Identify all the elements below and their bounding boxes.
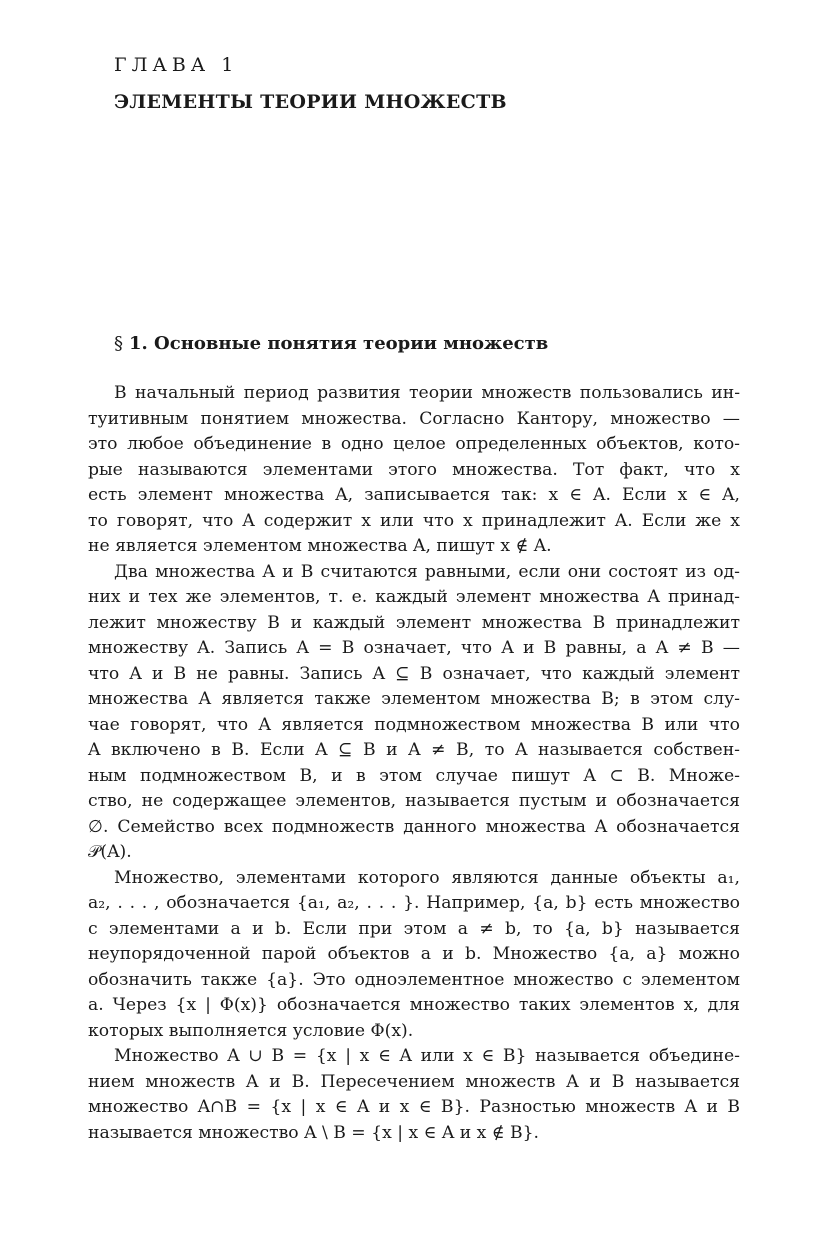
- text-line: 𝒫(A).: [88, 842, 132, 862]
- text-line: есть элемент множества A, записывается так: x ∈ A. Если x ∈ A,: [88, 485, 740, 505]
- paragraph-2: [88, 560, 740, 866]
- text-line: нием множеств A и B. Пересечением множеств A и B называется: [88, 1071, 740, 1092]
- text-line: Два множества A и B считаются равными, если они состоят из од-: [114, 561, 740, 582]
- chapter-title: ЭЛЕМЕНТЫ ТЕОРИИ МНОЖЕСТВ: [114, 91, 507, 113]
- text-line: них и тех же элементов, т. е. каждый элемент множества A принад-: [88, 587, 740, 607]
- text-line: множества A является также элементом множества B; в этом слу-: [88, 689, 740, 709]
- text-line: с элементами a и b. Если при этом a ≠ b, то {a, b} называется: [88, 918, 740, 939]
- text-line: лежит множеству B и каждый элемент множества B принадлежит: [88, 612, 740, 633]
- text-line: ∅. Семейство всех подмножеств данного множества A обозначается: [88, 816, 740, 837]
- text-line: которых выполняется условие Φ(x).: [88, 1020, 414, 1041]
- text-line: не является элементом множества A, пишут x ∉ A.: [88, 536, 552, 556]
- text-line: это любое объединение в одно целое определенных объектов, кото-: [88, 434, 740, 454]
- text-line: множеству A. Запись A = B означает, что A и B равны, а A ≠ B —: [88, 638, 740, 658]
- text-line: Множество A ∪ B = {x | x ∈ A или x ∈ B} называется объедине-: [114, 1046, 740, 1066]
- chapter-label: ГЛАВА 1: [114, 54, 239, 76]
- section-symbol: §: [114, 333, 123, 354]
- text-line: ство, не содержащее элементов, называется пустым и обозначается: [88, 791, 740, 811]
- text-line: то говорят, что A содержит x или что x принадлежит A. Если же x: [88, 510, 740, 531]
- text-line: a₂, . . . , обозначается {a₁, a₂, . . . }. Например, {a, b} есть множество: [88, 893, 740, 913]
- text-line: обозначить также {a}. Это одноэлементное множество с элементом: [88, 969, 740, 990]
- text-line: туитивным понятием множества. Согласно Кантору, множество —: [88, 408, 740, 429]
- text-line: ным подмножеством B, и в этом случае пишут A ⊂ B. Множе-: [88, 765, 740, 786]
- text-line: рые называются элементами этого множества. Тот факт, что x: [88, 459, 740, 480]
- text-line: чае говорят, что A является подмножеством множества B или что: [88, 714, 740, 735]
- section-heading: [114, 333, 548, 354]
- paragraph-4: [88, 1044, 740, 1146]
- paragraph-3: [88, 866, 740, 1045]
- text-line: множество A∩B = {x | x ∈ A и x ∈ B}. Разностью множеств A и B: [88, 1097, 740, 1117]
- paragraph-1: [88, 381, 740, 560]
- text-line: называется множество A \ B = {x | x ∈ A и x ∉ B}.: [88, 1122, 540, 1143]
- text-line: A включено в B. Если A ⊆ B и A ≠ B, то A называется собствен-: [88, 740, 740, 760]
- text-line: a. Через {x | Φ(x)} обозначается множество таких элементов x, для: [88, 995, 740, 1015]
- section-title: 1. Основные понятия теории множеств: [129, 333, 549, 354]
- text-line: В начальный период развития теории множеств пользовались ин-: [114, 383, 740, 403]
- body-text: [88, 381, 740, 1146]
- text-line: неупорядоченной парой объектов a и b. Множество {a, a} можно: [88, 944, 740, 964]
- text-line: что A и B не равны. Запись A ⊆ B означает, что каждый элемент: [88, 663, 740, 684]
- text-line: Множество, элементами которого являются данные объекты a₁,: [114, 867, 740, 888]
